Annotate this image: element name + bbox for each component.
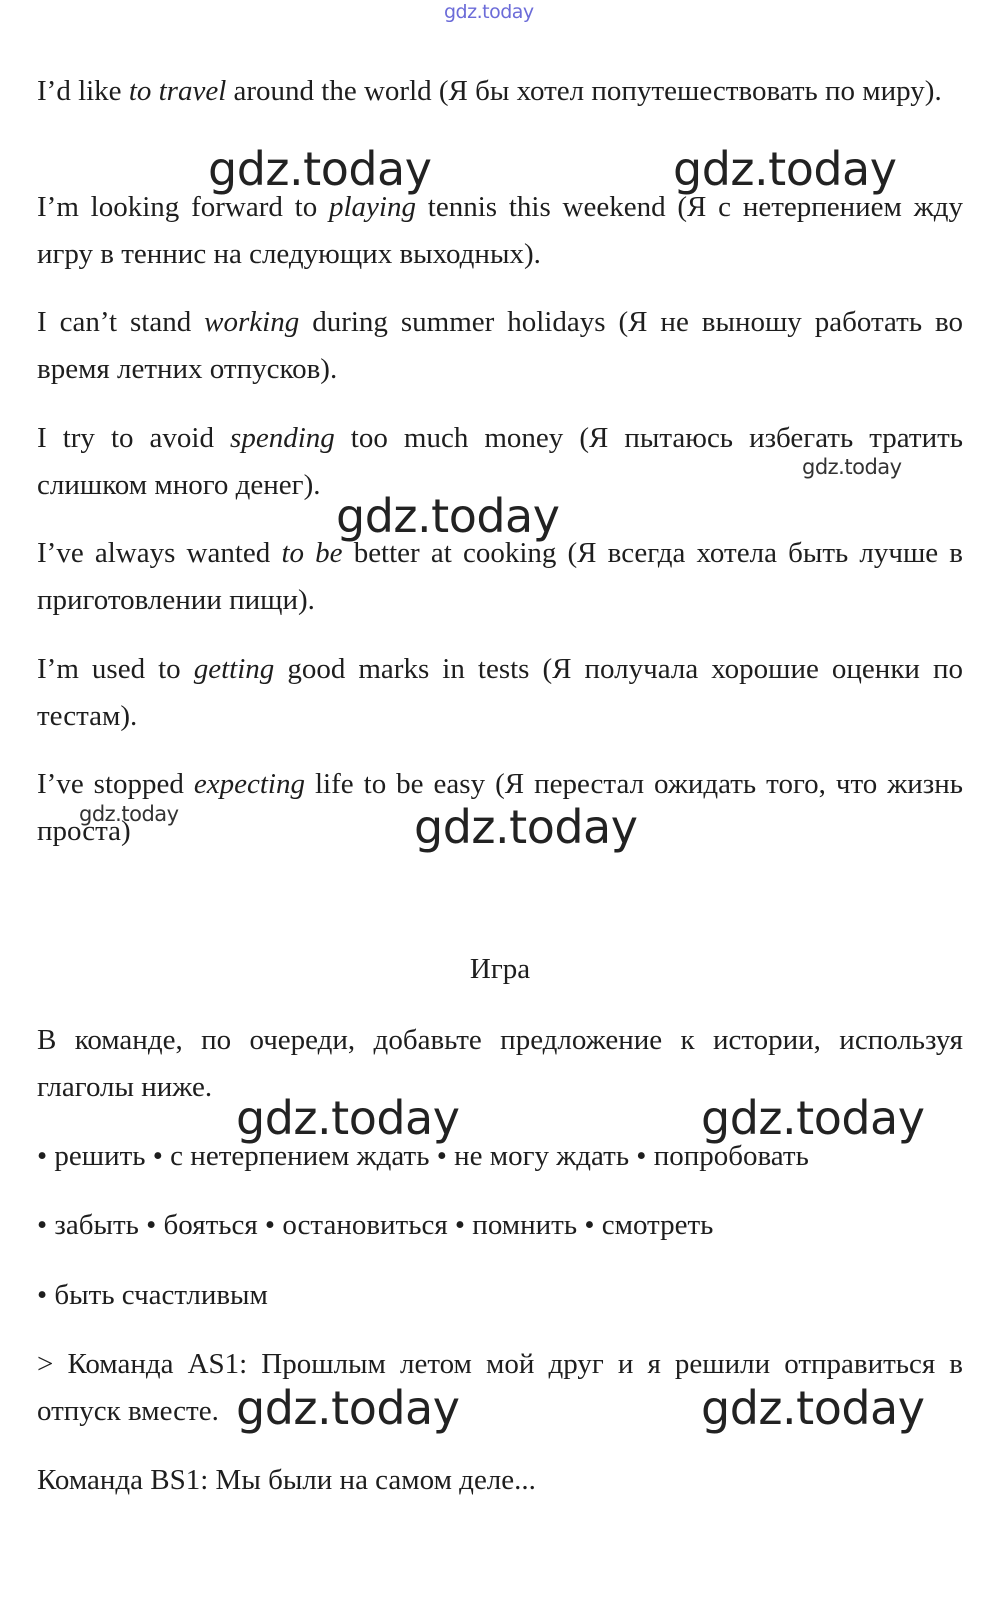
watermark: gdz.today [208,142,432,196]
verb-form: playing [328,191,416,223]
sentence-1: I’d like to travel around the world (Я бы хотел попутешествовать по миру). [37,75,942,107]
verb-form: to travel [128,75,227,107]
watermark: gdz.today [673,142,897,196]
team-a-line: > Команда AS1: Прошлым летом мой друг и я решили отправиться в отпуск вместе. [37,1348,963,1427]
watermark: gdz.today [802,455,902,479]
verb-form: working [204,306,300,338]
sentence-7: I’ve stopped expecting life to be easy (Я перестал ожидать того, что жизнь проста) [37,768,963,847]
verb-form: expecting [193,768,305,800]
sentence-3: I can’t stand working during summer holidays (Я не выношу работать во время летних отпусков). [37,306,963,385]
sentence-5: I’ve always wanted to be better at cooking (Я всегда хотела быть лучше в приготовлении пищи). [37,537,963,616]
verb-list-line-1: • решить • с нетерпением ждать • не могу ждать • попробовать [37,1140,809,1172]
sentence-4: I try to avoid spending too much money (Я пытаюсь избегать тратить слишком много денег). [37,422,963,501]
watermark: gdz.today [79,802,179,826]
watermark-top: gdz.today [444,1,534,23]
watermark: gdz.today [701,1381,925,1435]
verb-form: to be [281,537,343,569]
team-b-line: Команда BS1: Мы были на самом деле... [37,1464,536,1496]
watermark: gdz.today [336,489,560,543]
game-instruction: В команде, по очереди, добавьте предложение к истории, используя глаголы ниже. [37,1024,963,1103]
watermark: gdz.today [414,800,638,854]
section-heading: Игра [469,953,531,985]
watermark: gdz.today [701,1091,925,1145]
watermark: gdz.today [236,1091,460,1145]
sentence-2: I’m looking forward to playing tennis this weekend (Я с нетерпением жду игру в теннис на следующих выходных). [37,191,963,270]
verb-form: getting [193,653,275,685]
verb-list-line-3: • быть счастливым [37,1279,268,1311]
sentence-6: I’m used to getting good marks in tests (Я получала хорошие оценки по тестам). [37,653,963,732]
verb-list-line-2: • забыть • бояться • остановиться • помнить • смотреть [37,1209,714,1241]
watermark: gdz.today [236,1381,460,1435]
verb-form: spending [230,422,335,454]
